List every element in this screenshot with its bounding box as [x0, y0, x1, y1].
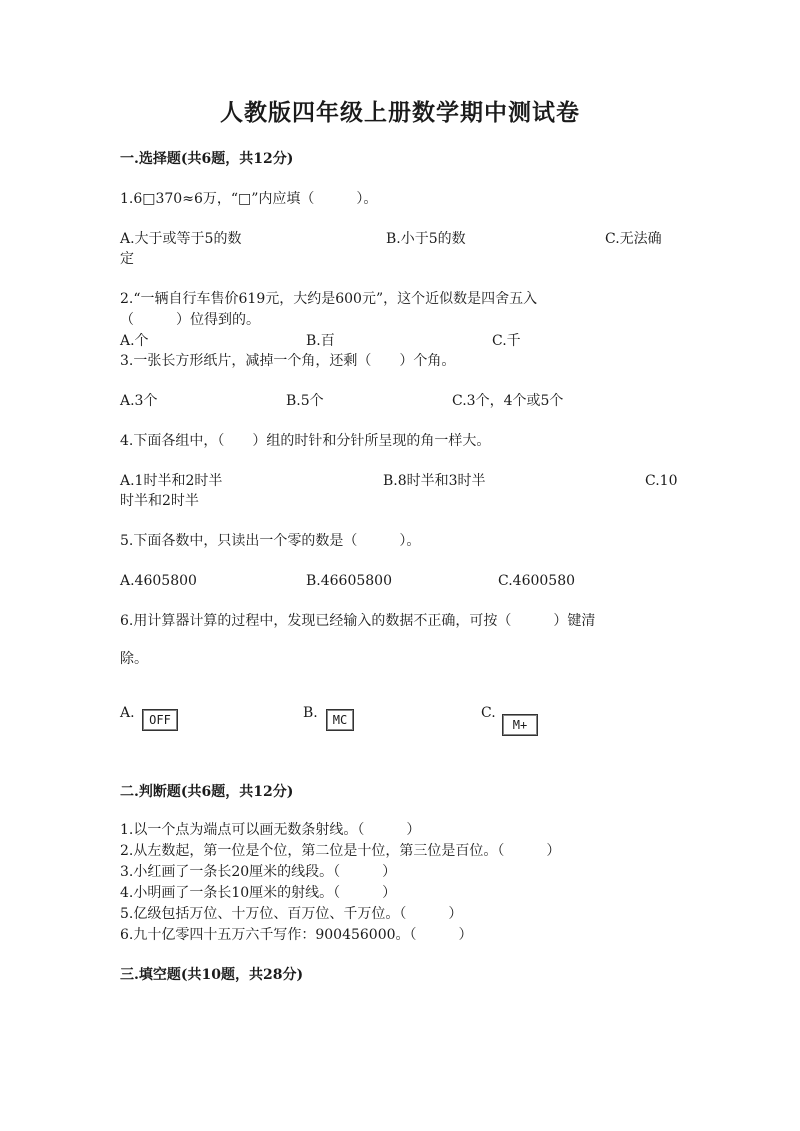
question-4-option-c: C.10: [645, 473, 678, 489]
judgement-item-1: 1.以一个点为端点可以画无数条射线。（ ）: [120, 822, 421, 838]
question-2-option-c: C.千: [492, 333, 521, 349]
question-4-stem: 4.下面各组中，（ ）组的时针和分针所呈现的角一样大。: [120, 433, 491, 449]
question-6-stem: 6.用计算器计算的过程中，发现已经输入的数据不正确，可按（ ）键清: [120, 613, 596, 629]
page-title: 人教版四年级上册数学期中测试卷: [220, 99, 580, 126]
question-3-option-c: C.3个，4个或5个: [452, 393, 564, 409]
question-1-option-b: B.小于5的数: [386, 231, 466, 247]
question-2-stem-line2: （ ）位得到的。: [120, 312, 260, 328]
question-1-option-c: C.无法确: [605, 231, 662, 247]
judgement-item-3: 3.小红画了一条长20厘米的线段。（ ）: [120, 864, 397, 880]
question-5-option-a: A.4605800: [120, 573, 197, 589]
judgement-item-6: 6.九十亿零四十五万六千写作：900456000。（ ）: [120, 927, 473, 943]
question-6-stem-line2: 除。: [120, 651, 148, 667]
judgement-item-4: 4.小明画了一条长10厘米的射线。（ ）: [120, 885, 397, 901]
section-heading-choice: 一.选择题(共6题，共12分): [120, 151, 294, 167]
section-heading-judgement: 二.判断题(共6题，共12分): [120, 784, 294, 800]
question-2-option-b: B.百: [306, 333, 335, 349]
question-4-option-c-continued: 时半和2时半: [120, 493, 199, 509]
question-6-option-b-label: B.: [303, 705, 318, 721]
question-6-option-c-label: C.: [481, 705, 496, 721]
question-1-stem: 1.6□370≈6万，“□”内应填（ ）。: [120, 191, 378, 207]
judgement-item-2: 2.从左数起，第一位是个位，第二位是十位，第三位是百位。（ ）: [120, 843, 561, 859]
section-heading-fill-blank: 三.填空题(共10题，共28分): [120, 967, 304, 983]
question-1-option-c-continued: 定: [120, 251, 134, 267]
question-2-option-a: A.个: [120, 333, 149, 349]
question-5-stem: 5.下面各数中，只读出一个零的数是（ ）。: [120, 533, 421, 549]
calculator-mc-key-icon: MC: [326, 709, 354, 731]
question-3-option-a: A.3个: [120, 393, 158, 409]
question-5-option-b: B.46605800: [306, 573, 392, 589]
calculator-off-key-icon: OFF: [142, 709, 178, 731]
calculator-m-plus-key-icon: M+: [502, 714, 538, 736]
question-3-option-b: B.5个: [286, 393, 324, 409]
question-6-option-a-label: A.: [120, 705, 135, 721]
question-4-option-b: B.8时半和3时半: [383, 473, 486, 489]
judgement-item-5: 5.亿级包括万位、十万位、百万位、千万位。（ ）: [120, 906, 463, 922]
question-3-stem: 3.一张长方形纸片，减掉一个角，还剩（ ）个角。: [120, 353, 456, 369]
question-5-option-c: C.4600580: [498, 573, 576, 589]
question-2-stem: 2.“一辆自行车售价619元，大约是600元”，这个近似数是四舍五入: [120, 291, 538, 307]
question-1-option-a: A.大于或等于5的数: [120, 231, 242, 247]
question-4-option-a: A.1时半和2时半: [120, 473, 223, 489]
